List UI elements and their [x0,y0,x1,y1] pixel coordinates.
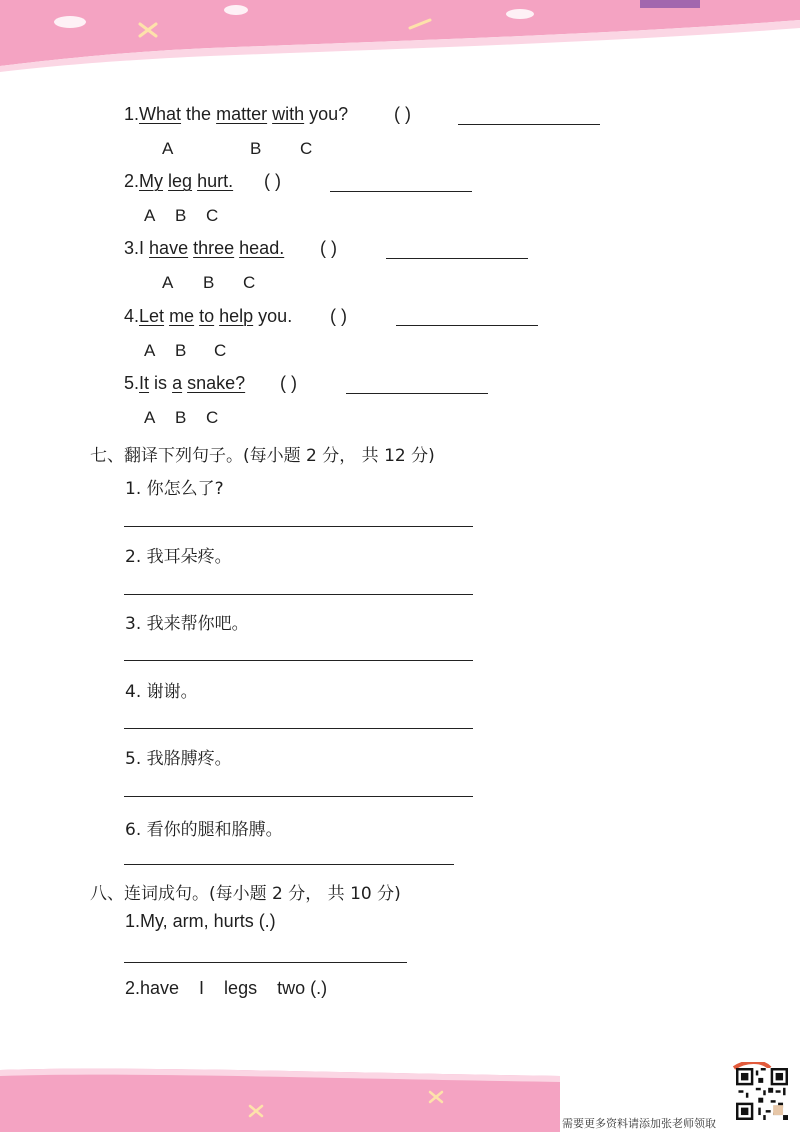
option-a: A [162,273,174,292]
question-1-word: matter [216,104,268,124]
question-1-answer-parenthesis[interactable]: ( ) [394,104,411,124]
question-1-word: the [186,104,212,124]
question-2-answer-parenthesis[interactable]: ( ) [264,171,281,191]
translation-question-2: 2. 我耳朵疼。 [125,547,232,567]
option-a: A [162,139,174,158]
question-4-sentence [124,306,292,327]
option-b: B [175,341,187,360]
question-5-word: snake? [187,373,246,393]
question-3-answer-parenthesis[interactable]: ( ) [320,238,337,258]
option-c: C [214,341,227,360]
question-5-answer-parenthesis[interactable]: ( ) [280,373,297,393]
question-4-word: Let [139,306,165,326]
question-5-word: It [139,373,150,393]
question-2-word: My [139,171,164,191]
header-decoration [0,0,800,80]
question-3-word: three [193,238,235,258]
question-1-sentence [124,104,348,125]
question-4-word: help [219,306,254,326]
question-5-number: 5. [124,373,140,393]
question-4-answer-line[interactable] [396,325,538,326]
question-2-word: leg [168,171,193,191]
question-2-word: hurt. [197,171,234,191]
question-1-word: you? [309,104,349,124]
question-5-answer-line[interactable] [346,393,488,394]
translation-question-4: 4. 谢谢。 [125,682,198,702]
option-c: C [243,273,256,292]
section-7-heading: 七、翻译下列句子。(每小题 2 分， 共 12 分) [90,446,435,466]
question-5-word: is [154,373,168,393]
question-4-word: to [199,306,215,326]
question-1-word: What [139,104,182,124]
option-a: A [144,408,156,427]
option-b: B [175,206,187,225]
question-3-word: I [139,238,145,258]
question-2-answer-line[interactable] [330,191,472,192]
option-a: A [144,341,156,360]
option-c: C [206,206,219,225]
option-c: C [206,408,219,427]
translation-question-5: 5. 我胳膊疼。 [125,749,232,769]
question-3-sentence [124,238,284,259]
translation-answer-line-6[interactable] [124,864,454,865]
option-b: B [250,139,262,158]
qr-code-icon[interactable] [736,1068,788,1120]
question-3-answer-line[interactable] [386,258,528,259]
question-1-word: with [272,104,305,124]
question-1-number: 1. [124,104,140,124]
question-5-sentence [124,373,245,394]
option-b: B [175,408,187,427]
ordering-question-1: 1.My, arm, hurts (.) [125,911,276,931]
translation-answer-line-2[interactable] [124,594,473,595]
question-2-sentence [124,171,233,192]
question-4-word: you. [258,306,293,326]
question-2-number: 2. [124,171,140,191]
translation-question-1: 1. 你怎么了? [125,479,224,499]
translation-answer-line-3[interactable] [124,660,473,661]
question-3-word: have [149,238,189,258]
question-5-word: a [172,373,183,393]
option-b: B [203,273,215,292]
translation-answer-line-1[interactable] [124,526,473,527]
option-a: A [144,206,156,225]
translation-answer-line-5[interactable] [124,796,473,797]
translation-question-6: 6. 看你的腿和胳膊。 [125,820,283,840]
question-1-answer-line[interactable] [458,124,600,125]
ordering-question-2: 2.have I legs two (.) [125,978,328,998]
ordering-answer-line-1[interactable] [124,962,407,963]
question-4-number: 4. [124,306,140,326]
section-8-heading: 八、连词成句。(每小题 2 分， 共 10 分) [90,884,401,904]
question-4-answer-parenthesis[interactable]: ( ) [330,306,347,326]
question-3-word: head. [239,238,285,258]
question-3-number: 3. [124,238,140,258]
translation-question-3: 3. 我来帮你吧。 [125,614,249,634]
option-c: C [300,139,313,158]
footer-note: 需要更多资料请添加张老师领取 [562,1117,716,1130]
translation-answer-line-4[interactable] [124,728,473,729]
question-4-word: me [169,306,195,326]
